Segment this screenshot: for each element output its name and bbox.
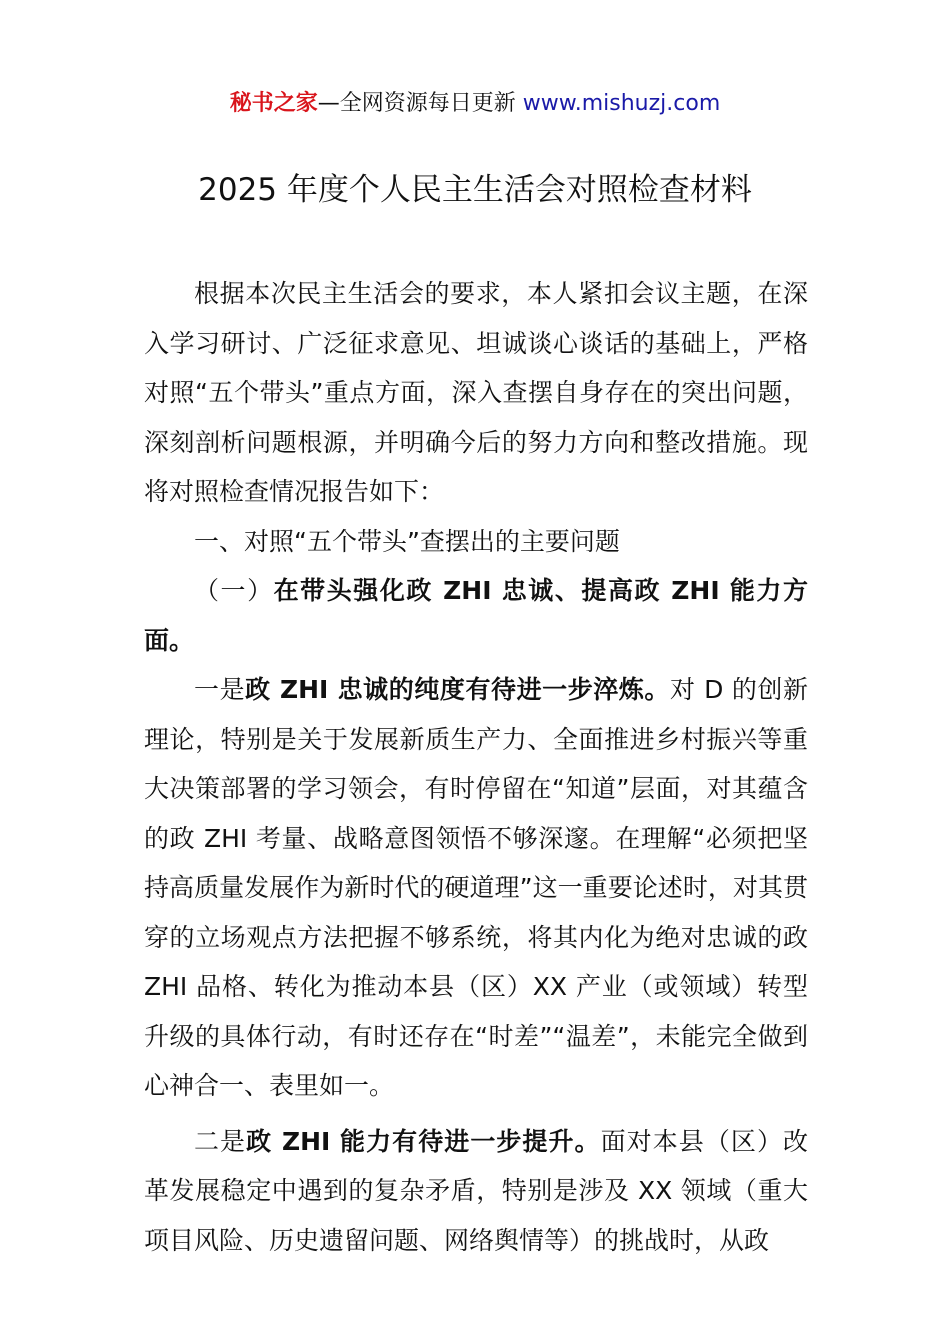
subsection-prefix: （一）: [194, 576, 274, 605]
point-one-lead: 一是: [194, 675, 246, 704]
document-title: 2025 年度个人民主生活会对照检查材料: [198, 172, 752, 208]
point-one-heading: 政 ZHI 忠诚的纯度有待进一步淬炼。: [245, 675, 670, 704]
subsection-title: 在带头强化政 ZHI 忠诚、提高政 ZHI 能力方面。: [144, 576, 808, 655]
document-body: [144, 269, 808, 1265]
point-two-paragraph: [144, 1117, 808, 1266]
point-one-text: 对 D 的创新理论，特别是关于发展新质生产力、全面推进乡村振兴等重大决策部署的学习领会，有时停留在“知道”层面，对其蕴含的政 ZHI 考量、战略意图领悟不够深邃。在理解“必须把坚持高质量发展作为新时代的硬道理”这一重要论述时，对其贯穿的立场观点方法把握不够系统，将其内化为绝对忠诚的政 ZHI 品格、转化为推动本县（区）XX 产业（或领域）转型升级的具体行动，有时还存在“时差”“温差”，未能完全做到心神合一、表里如一。: [144, 675, 808, 1100]
point-two-heading: 政 ZHI 能力有待进一步提升。: [246, 1126, 601, 1156]
intro-paragraph: 根据本次民主生活会的要求，本人紧扣会议主题，在深入学习研讨、广泛征求意见、坦诚谈心谈话的基础上，严格对照“五个带头”重点方面，深入查摆自身存在的突出问题，深刻剖析问题根源，并明确今后的努力方向和整改措施。现将对照检查情况报告如下：: [144, 279, 808, 506]
brand-name: 秘书之家: [229, 91, 318, 116]
website-link[interactable]: www.mishuzj.com: [522, 91, 721, 116]
header-tagline: —全网资源每日更新: [317, 91, 523, 116]
point-two-lead: 二是: [194, 1126, 247, 1156]
subsection-heading: [144, 566, 808, 665]
site-header: [0, 88, 950, 120]
section-heading: 一、对照“五个带头”查摆出的主要问题: [194, 526, 620, 556]
point-two-text: 面对本县（区）改革发展稳定中遇到的复杂矛盾，特别是涉及 XX 领域（重大项目风险、历史遗留问题、网络舆情等）的挑战时，从政: [144, 1126, 808, 1255]
point-one-paragraph: [144, 665, 808, 1111]
